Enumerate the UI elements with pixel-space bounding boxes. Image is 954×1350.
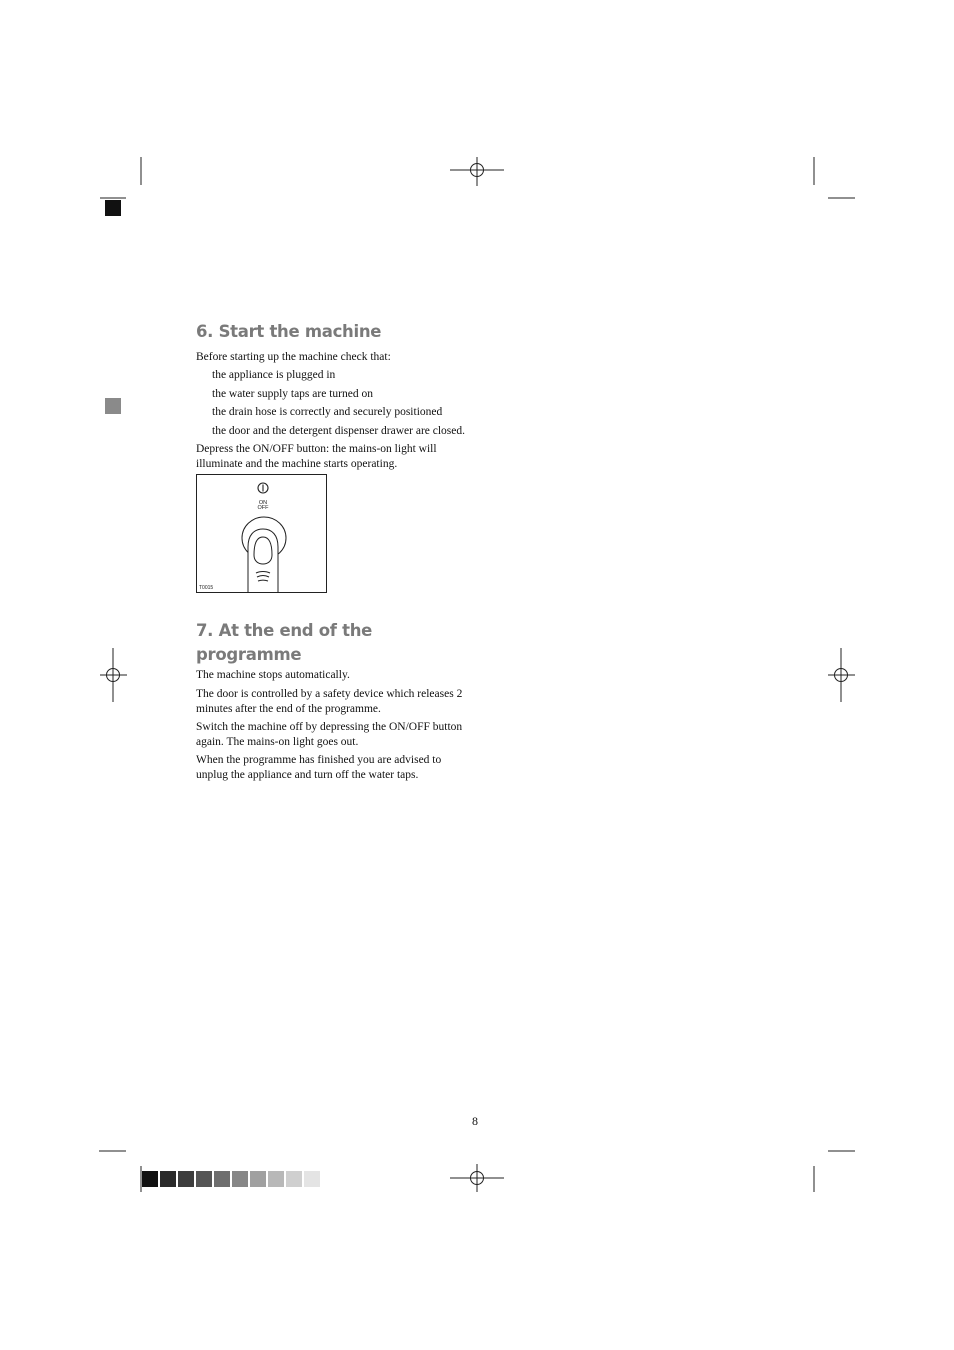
section-6-intro: Before starting up the machine check that:	[196, 351, 391, 363]
color-swatch	[214, 1171, 230, 1187]
list-item: the door and the detergent dispenser drawer are closed.	[212, 424, 466, 437]
color-swatch	[304, 1171, 320, 1187]
color-swatch	[160, 1171, 176, 1187]
pre-start-checklist	[196, 368, 466, 439]
on-label: ON	[258, 500, 268, 506]
figure-code: T0015	[199, 585, 214, 591]
color-swatch	[250, 1171, 266, 1187]
section-7-paragraph: The machine stops automatically.	[196, 669, 350, 681]
section-7-paragraph: Switch the machine off by depressing the ON/OFF button again. The mains-on light goes out.	[196, 721, 463, 748]
power-button-icon	[258, 483, 268, 493]
section-6-instruction: Depress the ON/OFF button: the mains-on light will illuminate and the machine starts operating.	[196, 443, 437, 470]
on-off-button-illustration	[196, 474, 327, 593]
side-marker-top	[105, 200, 121, 216]
color-swatch	[142, 1171, 158, 1187]
section-7-paragraph: When the programme has finished you are advised to unplug the appliance and turn off the water taps.	[196, 754, 442, 781]
list-item: the appliance is plugged in	[212, 369, 336, 381]
list-item: the water supply taps are turned on	[212, 387, 373, 400]
color-swatch	[196, 1171, 212, 1187]
list-item: the drain hose is correctly and securely positioned	[212, 406, 443, 418]
color-swatch	[286, 1171, 302, 1187]
color-swatch	[232, 1171, 248, 1187]
section-start-machine	[196, 320, 466, 593]
section-6-title: 6. Start the machine	[196, 322, 382, 341]
page-number: 8	[472, 1114, 478, 1128]
off-label: OFF	[257, 505, 269, 511]
section-end-of-programme	[196, 619, 466, 783]
finger-icon	[248, 529, 278, 592]
color-swatch	[178, 1171, 194, 1187]
section-7-title: 7. At the end of the programme	[196, 621, 373, 664]
section-7-paragraph: The door is controlled by a safety device which releases 2 minutes after the end of the programme.	[196, 688, 463, 715]
color-swatch	[268, 1171, 284, 1187]
color-calibration-bar	[142, 1171, 322, 1187]
side-marker-mid	[105, 398, 121, 414]
